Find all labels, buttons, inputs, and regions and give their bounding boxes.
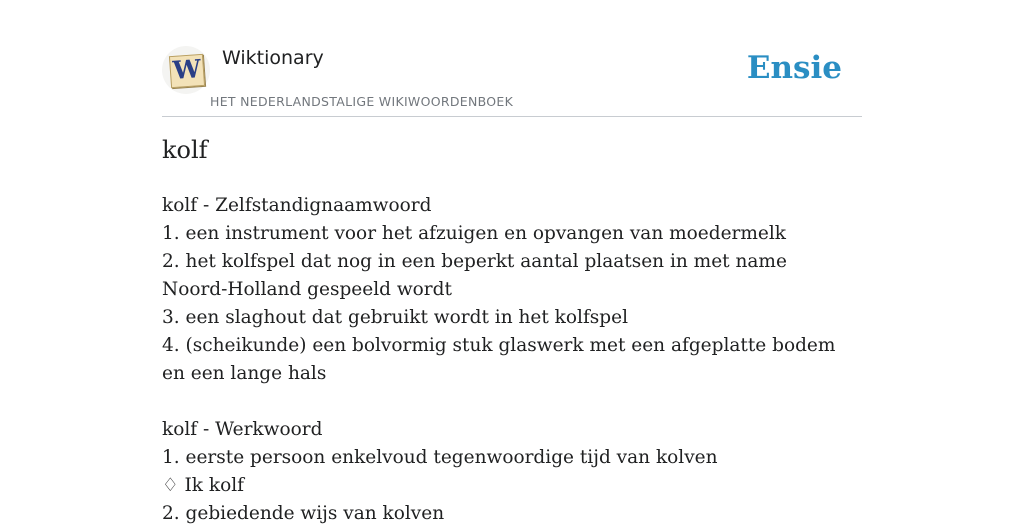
definition-content <box>162 192 852 528</box>
wiktionary-logo[interactable] <box>162 46 210 94</box>
ensie-brand-link[interactable]: Ensie <box>746 50 842 86</box>
section-noun <box>162 192 852 388</box>
logo-letter: W <box>171 54 202 85</box>
section-spacer <box>162 388 852 416</box>
page-title: kolf <box>162 136 208 164</box>
site-tagline: HET NEDERLANDSTALIGE WIKIWOORDENBOEK <box>210 94 514 109</box>
definition-line: 3. een slaghout dat gebruikt wordt in het kolfspel <box>162 307 628 328</box>
section-verb <box>162 416 852 528</box>
definition-line: 2. het kolfspel dat nog in een beperkt aantal plaatsen in met name Noord-Holland gespeeld wordt <box>162 251 787 300</box>
section-heading: kolf - Werkwoord <box>162 419 323 440</box>
section-heading: kolf - Zelfstandignaamwoord <box>162 195 432 216</box>
definition-line: 2. gebiedende wijs van kolven <box>162 503 445 524</box>
definition-line: 4. (scheikunde) een bolvormig stuk glaswerk met een afgeplatte bodem en een lange hals <box>162 335 836 384</box>
site-name[interactable]: Wiktionary <box>222 47 324 69</box>
definition-line: 1. een instrument voor het afzuigen en opvangen van moedermelk <box>162 223 786 244</box>
site-header <box>162 46 862 117</box>
example-line: ♢ Ik kolf <box>162 475 244 496</box>
definition-line: 1. eerste persoon enkelvoud tegenwoordige tijd van kolven <box>162 447 718 468</box>
